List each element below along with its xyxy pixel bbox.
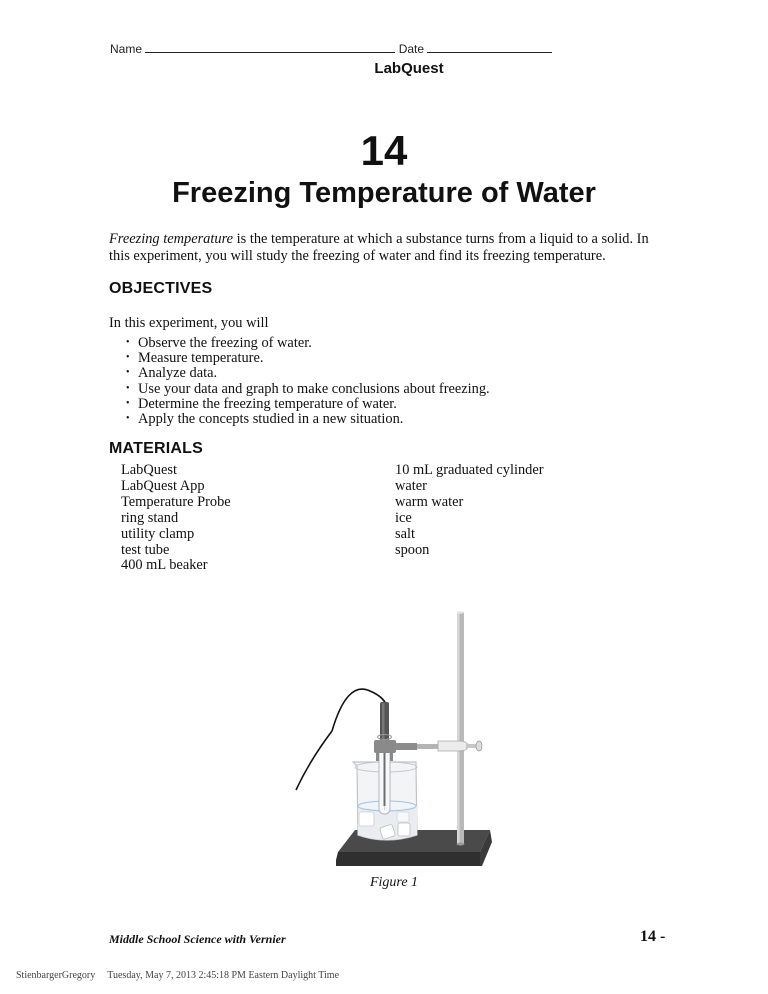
footer-book-title: Middle School Science with Vernier bbox=[109, 932, 286, 946]
date-label: Date bbox=[398, 42, 425, 56]
objective-item: • Observe the freezing of water. bbox=[129, 336, 490, 351]
name-date-line bbox=[110, 42, 550, 56]
utility-clamp-illustration bbox=[374, 740, 482, 761]
material-item: Temperature Probe bbox=[121, 493, 231, 510]
print-timestamp: Tuesday, May 7, 2013 2:45:18 PM Eastern Daylight Time bbox=[107, 970, 340, 981]
name-label: Name bbox=[110, 42, 143, 56]
material-item: ice bbox=[395, 509, 412, 526]
objectives-heading: OBJECTIVES bbox=[109, 280, 213, 297]
material-item: spoon bbox=[395, 541, 430, 558]
ring-stand-rod-illustration bbox=[457, 611, 465, 845]
print-stamp bbox=[16, 970, 339, 981]
print-user: StienbargerGregory bbox=[16, 970, 96, 981]
intro-text: is the temperature at which a substance turns from a liquid to a solid. In this experiment, you will study the freezing of water and find its freezing temperature. bbox=[109, 231, 649, 264]
material-item: LabQuest bbox=[121, 462, 177, 478]
experiment-number: 14 bbox=[360, 127, 408, 174]
objective-item: • Determine the freezing temperature of water. bbox=[129, 397, 490, 412]
materials-heading: MATERIALS bbox=[109, 440, 203, 457]
name-blank bbox=[145, 42, 395, 53]
material-item: water bbox=[395, 477, 427, 494]
objective-item: • Analyze data. bbox=[129, 366, 490, 381]
intro-paragraph bbox=[109, 231, 669, 265]
objectives-lead: In this experiment, you will bbox=[109, 315, 269, 331]
material-item: 400 mL beaker bbox=[121, 557, 208, 574]
objectives-list bbox=[129, 336, 490, 427]
material-item: utility clamp bbox=[121, 525, 195, 542]
material-item: ring stand bbox=[121, 509, 179, 526]
figure-caption: Figure 1 bbox=[369, 875, 419, 890]
material-item: 10 mL graduated cylinder bbox=[395, 462, 544, 478]
material-item: LabQuest App bbox=[121, 477, 205, 494]
intro-term: Freezing temperature bbox=[109, 231, 234, 247]
date-blank bbox=[427, 42, 552, 53]
experiment-title: Freezing Temperature of Water bbox=[172, 177, 596, 209]
objective-item: • Apply the concepts studied in a new situation. bbox=[129, 412, 490, 427]
material-item: test tube bbox=[121, 541, 170, 558]
materials-left-column bbox=[121, 463, 231, 574]
footer-page-number: 14 - bbox=[640, 928, 666, 945]
apparatus-figure bbox=[280, 600, 520, 870]
series-name: LabQuest bbox=[374, 60, 444, 77]
material-item: warm water bbox=[395, 493, 464, 510]
material-item: salt bbox=[395, 525, 415, 542]
materials-right-column bbox=[395, 463, 544, 558]
objective-item: • Use your data and graph to make conclusions about freezing. bbox=[129, 382, 490, 397]
objective-item: • Measure temperature. bbox=[129, 351, 490, 366]
